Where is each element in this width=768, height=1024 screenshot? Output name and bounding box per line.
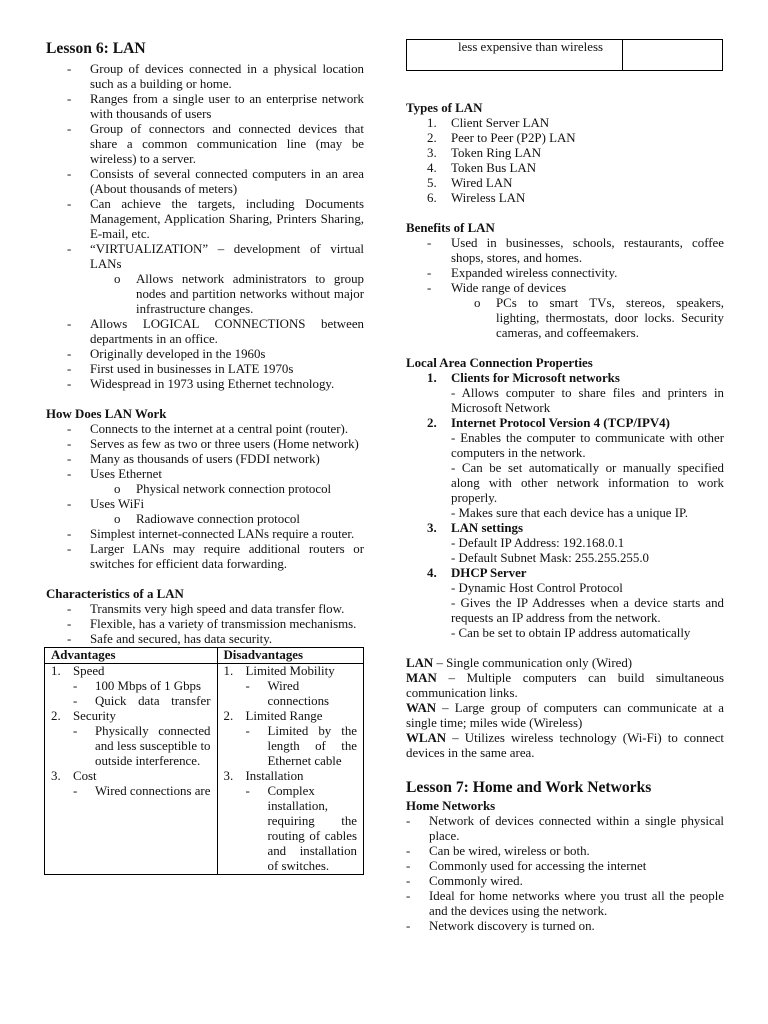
left-column [46,0,364,875]
lesson7-title: Lesson 7: Home and Work Networks [406,779,652,796]
list-item: - First used in businesses in LATE 1970s [67,362,294,376]
list-item: - Used in businesses, schools, restaurants, coffee shops, stores, and homes. [427,236,724,265]
lacp-list [406,371,724,641]
table-cont-empty-cell [623,40,723,71]
how-lan-works-heading: How Does LAN Work [46,407,167,421]
list-item: - Can achieve the targets, including Documents Management, Application Sharing, Printers Sharing, E-mail, etc. [67,197,364,241]
home-networks-list [406,814,724,934]
benefits-list [406,236,724,341]
list-item: - Transmits very high speed and data transfer flow. [67,602,345,616]
list-item: 4. Token Bus LAN [427,161,537,175]
lacp-detail: - Gives the IP Addresses when a device starts and requests an IP address from the network. [451,596,724,625]
list-item: 3. LAN settings [427,521,523,535]
list-item: 3. Cost [51,769,97,783]
lesson6-title: Lesson 6: LAN [46,40,146,57]
list-item: - Many as thousands of users (FDDI network) [67,452,320,466]
characteristics-heading: Characteristics of a LAN [46,587,184,601]
list-item: - 100 Mbps of 1 Gbps [73,679,201,693]
list-item: - Ideal for home networks where you trust all the people and the devices using the network. [406,889,724,918]
list-item: - Ranges from a single user to an enterprise network with thousands of users [67,92,364,121]
network-definitions [406,656,724,761]
lacp-detail: - Can be set automatically or manually specified along with other network information to work properly. [451,461,724,505]
lacp-detail: - Makes sure that each device has a unique IP. [451,506,688,520]
list-item: - Consists of several connected computers in an area (About thousands of meters) [67,167,364,196]
list-item: - Connects to the internet at a central point (router). [67,422,349,436]
list-item: - Wired connections are [73,784,211,798]
list-item: - Complex installation, requiring the routing of cables and installation of switches. [245,784,357,873]
list-item: 4. DHCP Server [427,566,527,580]
list-item: 2. Security [51,709,116,723]
list-item: 3. Installation [223,769,304,783]
lan-intro-list [46,62,364,392]
sub-list-item: o Physical network connection protocol [114,482,332,496]
lacp-detail: - Default Subnet Mask: 255.255.255.0 [451,551,649,565]
list-item: 5. Wired LAN [427,176,513,190]
list-item: - Commonly wired. [406,874,523,888]
list-item: - Wide range of devices [427,281,567,295]
list-item: - Serves as few as two or three users (Home network) [67,437,359,451]
definition-man: MAN – Multiple computers can build simultaneous communication links. [406,671,724,700]
list-item: - Larger LANs may require additional routers or switches for efficient data forwarding. [67,542,364,571]
list-item: 2. Internet Protocol Version 4 (TCP/IPV4) [427,416,670,430]
list-item: - Allows LOGICAL CONNECTIONS between departments in an office. [67,317,364,346]
list-item: - Uses WiFi [67,497,145,511]
lacp-detail: - Enables the computer to communicate with other computers in the network. [451,431,724,460]
list-item: - Wired connections [245,679,330,708]
list-item: 6. Wireless LAN [427,191,526,205]
list-item: - Can be wired, wireless or both. [406,844,590,858]
list-item: - Simplest internet-connected LANs require a router. [67,527,355,541]
list-item: - Expanded wireless connectivity. [427,266,618,280]
how-lan-works-list [46,422,364,572]
lacp-detail: - Allows computer to share files and printers in Microsoft Network [451,386,724,415]
list-item: - Flexible, has a variety of transmission mechanisms. [67,617,357,631]
list-item: - Originally developed in the 1960s [67,347,266,361]
definition-wlan: WLAN – Utilizes wireless technology (Wi-Fi) to connect devices in the same area. [406,731,724,760]
table-header-advantages: Advantages [45,648,218,664]
lacp-detail: - Dynamic Host Control Protocol [451,581,623,595]
lacp-detail: - Can be set to obtain IP address automatically [451,626,691,640]
advantages-disadvantages-table [44,647,364,875]
list-item: - Widespread in 1973 using Ethernet technology. [67,377,335,391]
list-item: - Network discovery is turned on. [406,919,595,933]
characteristics-list [46,602,364,647]
list-item: - Commonly used for accessing the internet [406,859,647,873]
table-continuation [406,39,723,71]
list-item: - Physically connected and less susceptible to outside interference. [73,724,211,768]
list-item: 2. Limited Range [223,709,323,723]
types-of-lan-heading: Types of LAN [406,101,483,115]
types-of-lan-list [406,116,724,206]
benefits-heading: Benefits of LAN [406,221,495,235]
list-item: - Quick data transfer [73,694,211,708]
list-item: 3. Token Ring LAN [427,146,542,160]
definition-lan: LAN – Single communication only (Wired) [406,656,633,670]
list-item: - Network of devices connected within a single physical place. [406,814,724,843]
sub-list-item: o Allows network administrators to group nodes and partition networks without major infrastructure changes. [114,272,364,316]
table-header-disadvantages: Disadvantages [217,648,364,664]
list-item: - Safe and secured, has data security. [67,632,273,646]
list-item: 1. Clients for Microsoft networks [427,371,620,385]
disadvantages-cell [217,664,364,875]
list-item: - Group of connectors and connected devices that share a common communication line (may be wireless) to a server. [67,122,364,166]
list-item: - Limited by the length of the Ethernet cable [245,724,357,768]
lacp-heading: Local Area Connection Properties [406,356,593,370]
sub-list-item: o PCs to smart TVs, stereos, speakers, lighting, thermostats, door locks. Security cameras, and coffeemakers. [474,296,724,340]
list-item: - “VIRTUALIZATION” – development of virtual LANs [67,242,364,271]
list-item: 1. Limited Mobility [223,664,335,678]
list-item: 2. Peer to Peer (P2P) LAN [427,131,576,145]
table-cont-cell: less expensive than wireless [407,40,623,71]
list-item: 1. Speed [51,664,105,678]
list-item: - Group of devices connected in a physical location such as a building or home. [67,62,364,91]
right-column [406,0,724,934]
sub-list-item: o Radiowave connection protocol [114,512,300,526]
lacp-detail: - Default IP Address: 192.168.0.1 [451,536,625,550]
advantages-cell [45,664,218,875]
list-item: - Uses Ethernet [67,467,162,481]
list-item: 1. Client Server LAN [427,116,550,130]
home-networks-heading: Home Networks [406,799,496,813]
definition-wan: WAN – Large group of computers can communicate at a single time; miles wide (Wireless) [406,701,724,730]
